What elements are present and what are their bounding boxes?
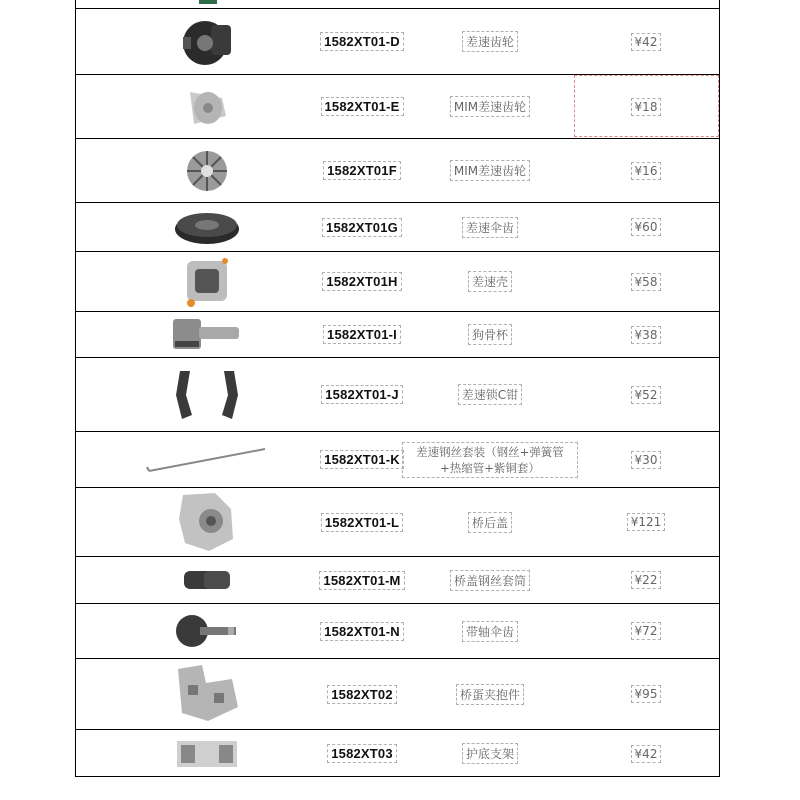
table-row [76,556,719,603]
part-price: ¥72 [631,622,662,640]
part-price-cell[interactable] [596,252,696,311]
part-price-cell[interactable] [596,659,696,729]
part-price: ¥60 [631,218,662,236]
part-price: ¥38 [631,326,662,344]
sleeve-icon [136,557,278,603]
part-price: ¥42 [631,745,662,763]
part-code: 1582XT01-K [320,450,404,469]
part-price: ¥58 [631,273,662,291]
part-code: 1582XT01-E [321,97,404,116]
parts-table [75,0,720,777]
part-name: 差速锁C钳 [458,384,522,405]
part-price: ¥42 [631,33,662,51]
part-price-cell[interactable] [596,358,696,431]
table-row [76,0,719,8]
table-row [76,431,719,487]
part-price: ¥95 [631,685,662,703]
table-row [76,487,719,556]
part-name-cell [402,203,578,251]
table-row [76,8,719,74]
part-name-cell [402,139,578,202]
part-name-cell [402,557,578,603]
table-row [76,202,719,251]
part-code: 1582XT01-J [321,385,403,404]
part-name: 差速钢丝套装（钢丝+弹簧管+热缩管+紫铜套） [402,442,578,478]
steel-wire-icon [136,432,278,487]
bevel-gear-icon [136,75,278,138]
part-code: 1582XT02 [327,685,397,704]
part-code: 1582XT01F [323,161,401,180]
part-code: 1582XT01-L [321,513,403,532]
skid-bracket-icon [136,730,278,777]
crown-gear-icon [136,203,278,251]
part-name-cell [402,432,578,487]
diff-case-icon [136,252,278,311]
c-clamp-icon [136,358,278,431]
part-name: 差速伞齿 [462,217,518,238]
table-row [76,658,719,729]
part-price: ¥16 [631,162,662,180]
part-price-cell[interactable] [596,203,696,251]
part-price-cell[interactable] [596,312,696,357]
part-name-cell [402,252,578,311]
part-name: 护底支架 [462,743,518,764]
part-price-cell[interactable] [596,9,696,74]
part-price-cell[interactable] [596,432,696,487]
part-price: ¥121 [627,513,666,531]
part-name: MIM差速齿轮 [450,96,530,117]
table-row [76,729,719,777]
part-price: ¥52 [631,386,662,404]
part-name: 狗骨杯 [468,324,512,345]
table-row [76,311,719,357]
part-code: 1582XT01-I [323,325,401,344]
part-price: ¥18 [631,98,662,116]
part-code: 1582XT01G [322,218,402,237]
part-code: 1582XT01-N [320,622,404,641]
part-name-cell [402,9,578,74]
differential-gear-icon [136,9,278,74]
part-name-cell [402,604,578,658]
part-name: MIM差速齿轮 [450,160,530,181]
part-code: 1582XT01-D [320,32,404,51]
part-code: 1582XT01-M [319,571,404,590]
part-name-cell [402,75,578,138]
part-price-cell[interactable] [596,557,696,603]
axle-clamp-icon [136,659,278,729]
dogbone-cup-icon [136,312,278,357]
selected-cell-outline [574,75,719,137]
part-price-cell[interactable] [596,488,696,556]
part-name: 桥蛋夹抱件 [456,684,524,705]
table-row [76,357,719,431]
shaft-bevel-gear-icon [136,604,278,658]
part-name-cell [402,730,578,777]
part-name: 带轴伞齿 [462,621,518,642]
part-price: ¥30 [631,451,662,469]
table-row [76,74,719,138]
table-row [76,138,719,202]
part-price-cell[interactable] [596,730,696,777]
axle-cover-icon [136,488,278,556]
part-code: 1582XT01H [322,272,401,291]
part-price-cell[interactable] [596,604,696,658]
part-price: ¥22 [631,571,662,589]
part-name: 桥后盖 [468,512,512,533]
part-name-cell [402,312,578,357]
gear-partial-icon [136,0,278,8]
part-price-cell[interactable] [596,139,696,202]
small-bevel-gear-icon [136,139,278,202]
part-name: 差速壳 [468,271,512,292]
table-row [76,603,719,658]
part-name: 桥盖钢丝套筒 [450,570,530,591]
part-name: 差速齿轮 [462,31,518,52]
part-name-cell [402,659,578,729]
table-row [76,251,719,311]
part-name-cell [402,358,578,431]
part-name-cell [402,488,578,556]
part-code: 1582XT03 [327,744,397,763]
